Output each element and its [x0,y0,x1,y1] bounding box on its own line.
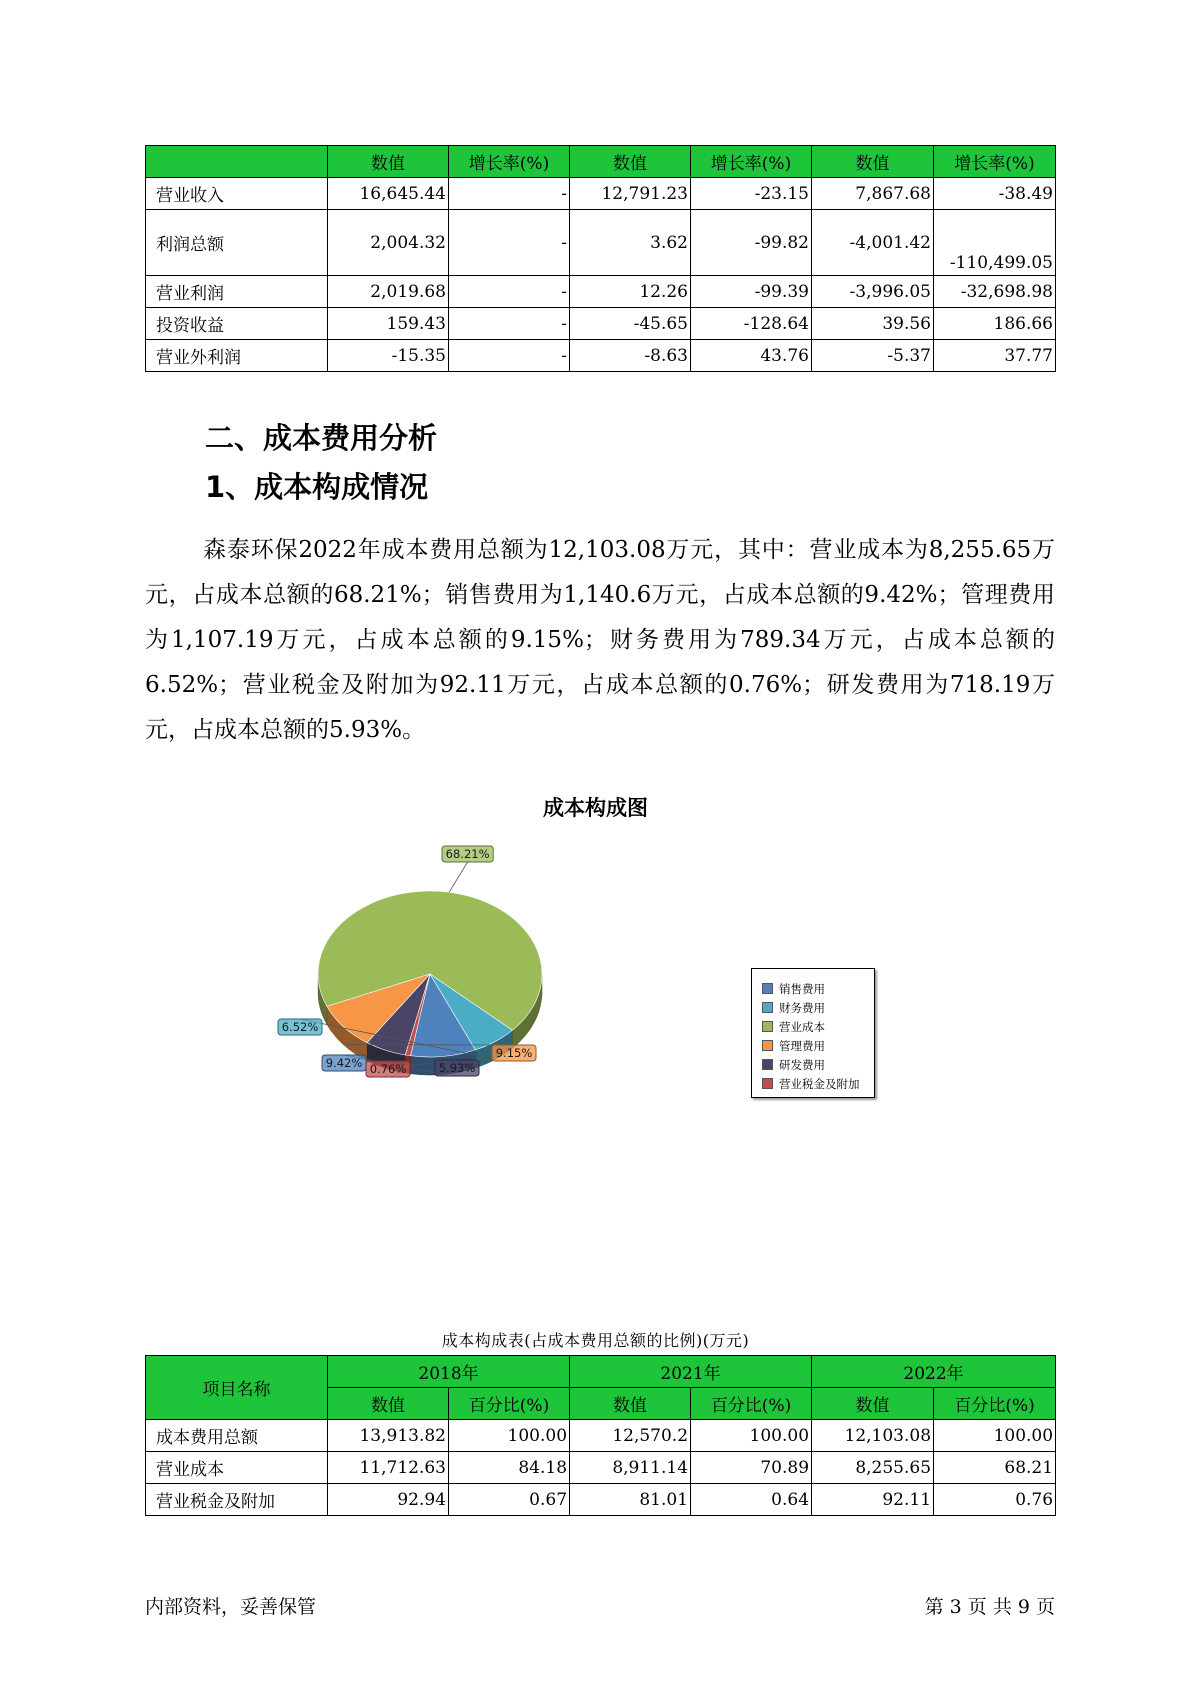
legend-swatch [762,983,773,994]
table-caption: 成本构成表(占成本费用总额的比例)(万元) [441,1331,750,1350]
table-cell: 2,019.68 [328,276,449,308]
footer-confidential-note: 内部资料，妥善保管 [145,1596,317,1618]
table-row [146,340,1056,372]
header-cell: 数值 [570,146,691,178]
legend-swatch [762,1059,773,1070]
year-header: 2022年 [812,1356,1056,1388]
year-header: 2018年 [328,1356,570,1388]
table-row [146,210,1056,276]
footer-page-number: 第 3 页 共 9 页 [924,1596,1055,1618]
row-label: 利润总额 [146,210,328,276]
table-cell: 39.56 [812,308,934,340]
table-cell: -5.37 [812,340,934,372]
table-cell: - [449,340,570,372]
financial-summary-table [145,145,1056,372]
table-cell: 13,913.82 [328,1420,449,1452]
header-cell: 数值 [328,1388,449,1420]
table-cell: 37.77 [934,340,1056,372]
table-cell: -45.65 [570,308,691,340]
table-cell: 16,645.44 [328,178,449,210]
row-label: 成本费用总额 [146,1420,328,1452]
legend-swatch [762,1078,773,1089]
legend-item [752,1074,874,1093]
table-cell: 84.18 [449,1452,570,1484]
table-header-row [146,1356,1056,1388]
table-cell: -99.39 [691,276,812,308]
legend-item [752,998,874,1017]
legend-item [752,1055,874,1074]
year-header: 2021年 [570,1356,812,1388]
table-cell: 0.64 [691,1484,812,1516]
table-cell: 68.21 [934,1452,1056,1484]
data-label: 5.93% [438,1061,476,1075]
table-cell: -99.82 [691,210,812,276]
label-leader-line [449,862,468,892]
legend-label: 管理费用 [779,1038,825,1053]
section-heading: 二、成本费用分析 [205,421,438,455]
row-label: 营业外利润 [146,340,328,372]
table-cell: -32,698.98 [934,276,1056,308]
table-row [146,276,1056,308]
table-cell: 3.62 [570,210,691,276]
table-cell: 7,867.68 [812,178,934,210]
data-label: 9.15% [495,1046,533,1060]
legend-swatch [762,1002,773,1013]
table-cell: 100.00 [691,1420,812,1452]
table-cell: 8,911.14 [570,1452,691,1484]
table-cell: - [449,276,570,308]
header-cell: 增长率(%) [449,146,570,178]
table-cell: 186.66 [934,308,1056,340]
legend-swatch [762,1021,773,1032]
legend-label: 营业成本 [779,1019,825,1034]
legend-swatch [762,1040,773,1051]
table-cell: 100.00 [449,1420,570,1452]
data-label: 6.52% [281,1020,319,1034]
table-cell: 159.43 [328,308,449,340]
table-cell: 12.26 [570,276,691,308]
table-cell: 12,103.08 [812,1420,934,1452]
subsection-heading: 1、成本构成情况 [205,470,429,504]
cost-structure-table [145,1355,1056,1516]
table-cell: 12,570.2 [570,1420,691,1452]
header-cell: 数值 [328,146,449,178]
pie-top-surface [318,891,542,1057]
table-cell: -38.49 [934,178,1056,210]
table-cell: 12,791.23 [570,178,691,210]
row-label: 营业利润 [146,276,328,308]
chart-legend [751,968,875,1098]
table-cell: -15.35 [328,340,449,372]
analysis-paragraph: 森泰环保2022年成本费用总额为12,103.08万元，其中：营业成本为8,255.65万元，占成本总额的68.21%；销售费用为1,140.6万元，占成本总额的9.42%；管理费用为1,107.19万元，占成本总额的9.15%；财务费用为789.34万元，占成本总额的6.52%；营业税金及附加为92.11万元，占成本总额的0.76%；研发费用为718.19万元，占成本总额的5.93%。 [145,537,1055,743]
legend-item [752,1036,874,1055]
legend-item [752,1017,874,1036]
header-cell: 数值 [812,146,934,178]
item-name-header: 项目名称 [146,1356,328,1420]
table-cell: - [449,210,570,276]
table-cell: 92.11 [812,1484,934,1516]
table-cell: - [449,178,570,210]
table-cell: -8.63 [570,340,691,372]
header-cell [146,146,328,178]
legend-label: 财务费用 [779,1000,825,1015]
row-label: 投资收益 [146,308,328,340]
table-cell: 92.94 [328,1484,449,1516]
table-header-row [146,146,1056,178]
chart-title: 成本构成图 [543,796,648,820]
table-cell: 8,255.65 [812,1452,934,1484]
legend-label: 研发费用 [779,1057,825,1072]
table-cell: -110,499.05 [934,210,1056,276]
header-cell: 百分比(%) [449,1388,570,1420]
table-row [146,1420,1056,1452]
table-cell: 100.00 [934,1420,1056,1452]
table-cell: - [449,308,570,340]
header-cell: 数值 [570,1388,691,1420]
table-cell: 2,004.32 [328,210,449,276]
header-cell: 百分比(%) [691,1388,812,1420]
table-row [146,308,1056,340]
table-cell: 43.76 [691,340,812,372]
header-cell: 百分比(%) [934,1388,1056,1420]
legend-label: 销售费用 [779,981,825,996]
data-label: 0.76% [369,1062,407,1076]
table-cell: 81.01 [570,1484,691,1516]
table-cell: 11,712.63 [328,1452,449,1484]
table-cell: 70.89 [691,1452,812,1484]
header-cell: 增长率(%) [691,146,812,178]
table-cell: 0.67 [449,1484,570,1516]
table-cell: -23.15 [691,178,812,210]
table-row [146,1484,1056,1516]
table-row [146,178,1056,210]
header-cell: 数值 [812,1388,934,1420]
cost-pie-chart [260,840,620,1110]
table-row [146,1452,1056,1484]
legend-label: 营业税金及附加 [779,1076,860,1091]
row-label: 营业税金及附加 [146,1484,328,1516]
row-label: 营业收入 [146,178,328,210]
legend-item [752,979,874,998]
data-label: 9.42% [325,1056,363,1070]
table-cell: -128.64 [691,308,812,340]
data-label: 68.21% [445,847,490,861]
table-cell: -3,996.05 [812,276,934,308]
row-label: 营业成本 [146,1452,328,1484]
header-cell: 增长率(%) [934,146,1056,178]
table-cell: -4,001.42 [812,210,934,276]
table-cell: 0.76 [934,1484,1056,1516]
